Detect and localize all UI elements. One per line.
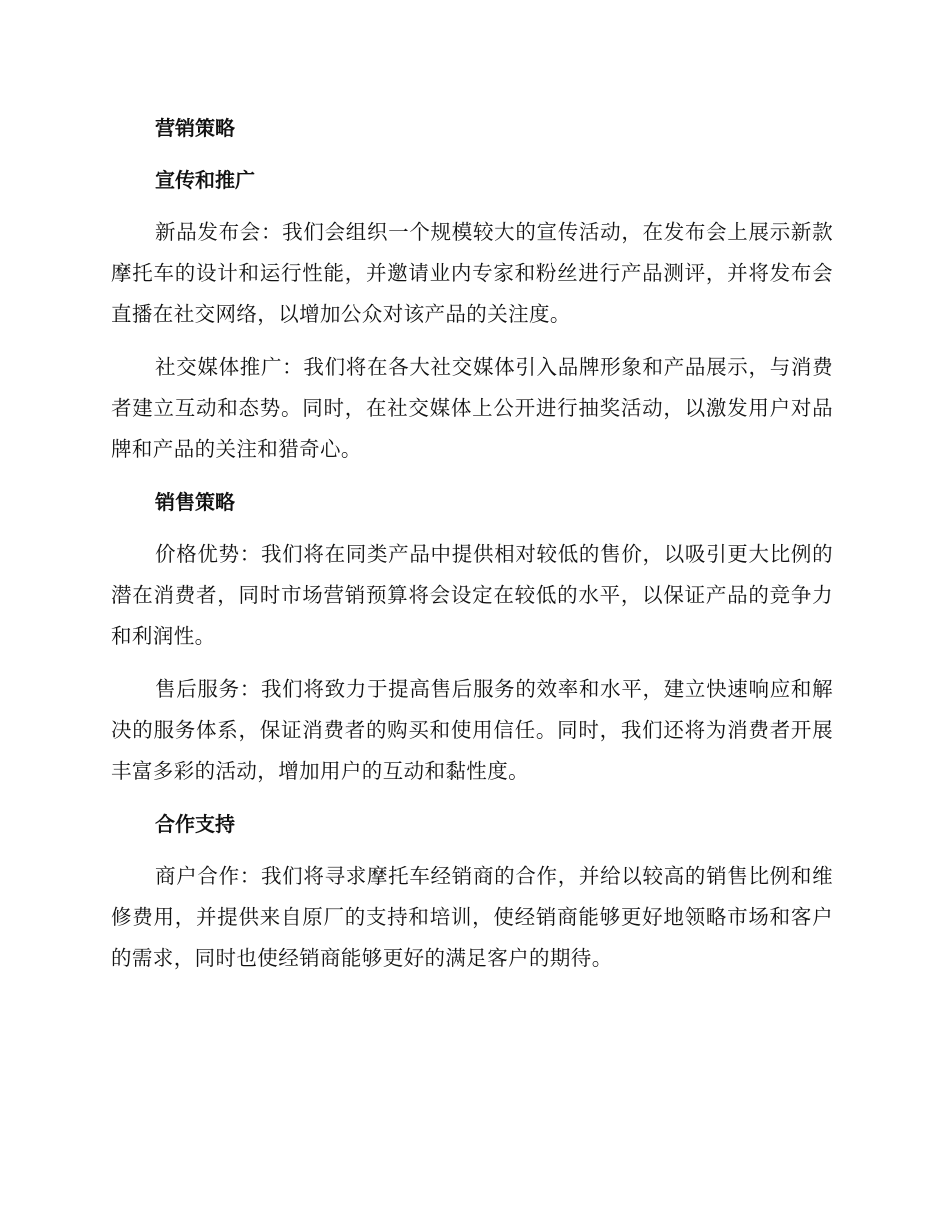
paragraph-price-advantage: 价格优势：我们将在同类产品中提供相对较低的售价，以吸引更大比例的潜在消费者，同时市场营销预算将会设定在较低的水平，以保证产品的竞争力和利润性。	[111, 542, 833, 648]
paragraph-social-media: 社交媒体推广：我们将在各大社交媒体引入品牌形象和产品展示，与消费者建立互动和态势。同时，在社交媒体上公开进行抽奖活动，以激发用户对品牌和产品的关注和猎奇心。	[111, 355, 833, 461]
section-heading-partnership: 合作支持	[155, 812, 235, 836]
paragraph-dealer-partnership: 商户合作：我们将寻求摩托车经销商的合作，并给以较高的销售比例和维修费用，并提供来自原厂的支持和培训，使经销商能够更好地领略市场和客户的需求，同时也使经销商能够更好的满足客户的期待。	[111, 864, 833, 970]
paragraph-after-sales: 售后服务：我们将致力于提高售后服务的效率和水平，建立快速响应和解决的服务体系，保证消费者的购买和使用信任。同时，我们还将为消费者开展丰富多彩的活动，增加用户的互动和黏性度。	[111, 677, 833, 783]
section-heading-sales: 销售策略	[155, 490, 235, 514]
section-heading-promotion: 宣传和推广	[155, 168, 255, 192]
paragraph-launch-event: 新品发布会：我们会组织一个规模较大的宣传活动，在发布会上展示新款摩托车的设计和运行性能，并邀请业内专家和粉丝进行产品测评，并将发布会直播在社交网络，以增加公众对该产品的关注度。	[111, 220, 833, 326]
document-page	[111, 108, 833, 991]
document-title: 营销策略	[155, 116, 235, 140]
